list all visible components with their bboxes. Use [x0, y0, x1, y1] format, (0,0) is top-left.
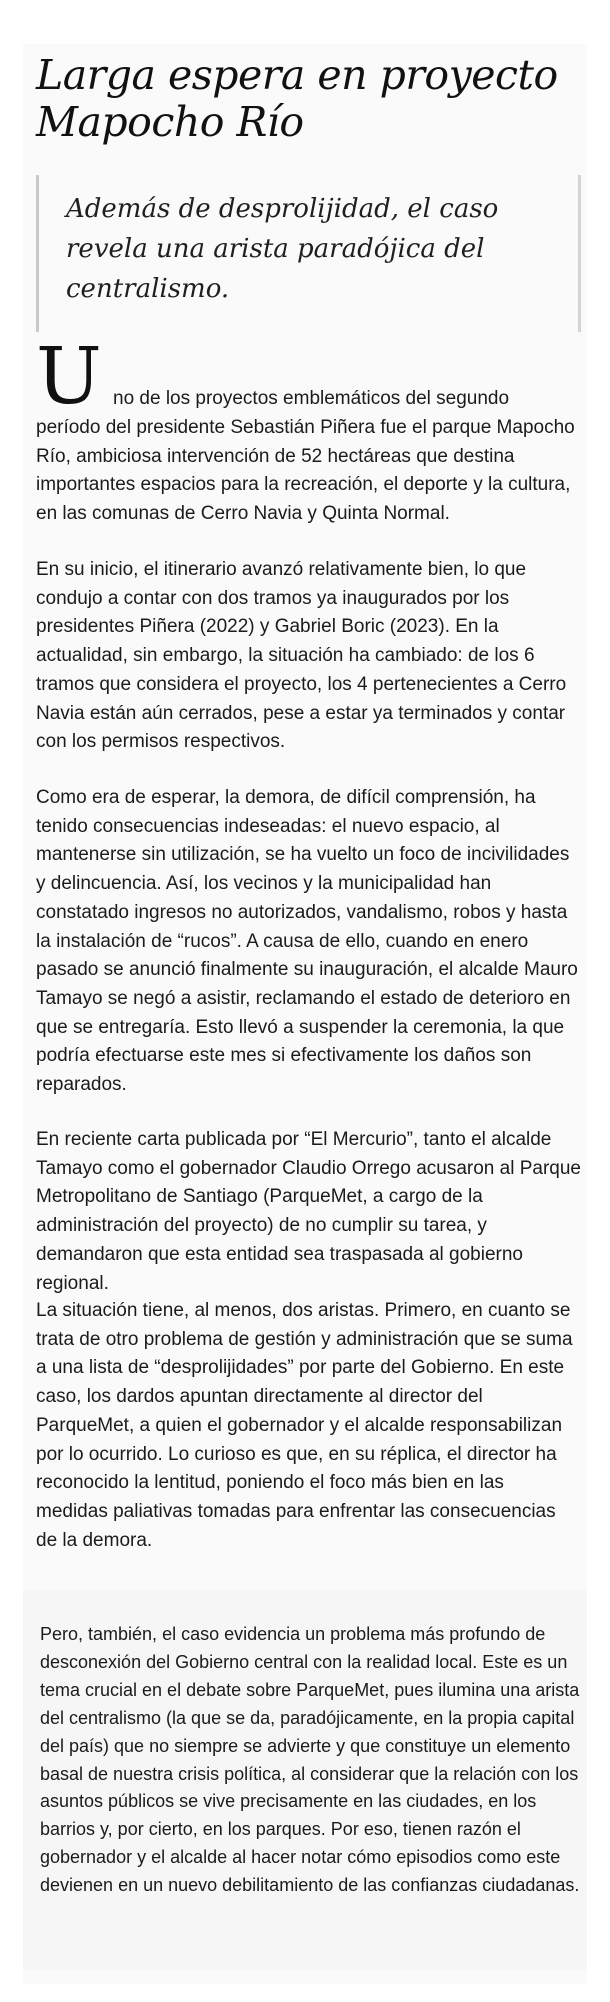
pull-quote-text: Además de desprolijidad, el caso revela una arista paradójica del centralismo. — [66, 194, 499, 304]
paragraph-1: período del presidente Sebastián Piñera fue el parque Mapocho Río, ambiciosa intervención de 52 hectáreas que destina importantes espacios para la recreación, el deporte y la cultura, en las comunas de Cerro Navia y Quinta Normal. — [36, 417, 575, 525]
paragraph-3: Como era de esperar, la demora, de difícil comprensión, ha tenido consecuencias indeseadas: el nuevo espacio, al mantenerse sin utilización, se ha vuelto un foco de incivilidades y delincuencia. Así, los vecinos y la municipalidad han constatado ingresos no autorizados, vandalismo, robos y hasta la instalación de “rucos”. A causa de ello, cuando en enero pasado se anunció finalmente su inauguración, el alcalde Mauro Tamayo se negó a asistir, reclamando el estado de deterioro en que se entregaría. Esto llevó a suspender la ceremonia, la que podría efectuarse este mes si efectivamente los daños son reparados. — [36, 787, 578, 1096]
pull-quote — [36, 175, 581, 332]
article-headline: Larga espera en proyecto Mapocho Río — [36, 51, 558, 146]
paragraph-5: La situación tiene, al menos, dos aristas. Primero, en cuanto se trata de otro problema de gestión y administración que se suma a una lista de “desprolijidades” por parte del Gobierno. En este caso, los dardos apuntan directamente al director del ParqueMet, a quien el gobernador y el alcalde responsabilizan por lo ocurrido. Lo curioso es que, en su réplica, el director ha reconocido la lentitud, poniendo el foco más bien en las medidas paliativas tomadas para enfrentar las consecuencias de la demora. — [36, 1300, 573, 1551]
paragraph-6: Pero, también, el caso evidencia un problema más profundo de desconexión del Gobierno central con la realidad local. Este es un tema crucial en el debate sobre ParqueMet, pues ilumina una arista del centralismo (la que se da, paradójicamente, en la propia capital del país) que no siempre se advierte y que constituye un elemento basal de nuestra crisis política, al considerar que la relación con los asuntos públicos se vive precisamente en las ciudades, en los barrios y, por cierto, en los parques. Por eso, tienen razón el gobernador y el alcalde al hacer notar cómo episodios como este devienen en un nuevo debilitamiento de las confianzas ciudadanas. — [40, 1624, 580, 1896]
paragraph-2: En su inicio, el itinerario avanzó relativamente bien, lo que condujo a contar con dos tramos ya inaugurados por los presidentes Piñera (2022) y Gabriel Boric (2023). En la actualidad, sin embargo, la situación ha cambiado: de los 6 tramos que considera el proyecto, los 4 pertenecientes a Cerro Navia están aún cerrados, pese a estar ya terminados y contar con los permisos respectivos. — [36, 559, 567, 753]
paragraph-1-first-line: no de los proyectos emblemáticos del segundo — [113, 388, 510, 409]
paragraph-4: En reciente carta publicada por “El Mercurio”, tanto el alcalde Tamayo como el gobernador Claudio Orrego acusaron al Parque Metropolitano de Santiago (ParqueMet, a cargo de la administración del proyecto) de no cumplir su tarea, y demandaron que esta entidad sea traspasada al gobierno regional. — [36, 1129, 581, 1294]
drop-cap: U — [36, 332, 102, 422]
